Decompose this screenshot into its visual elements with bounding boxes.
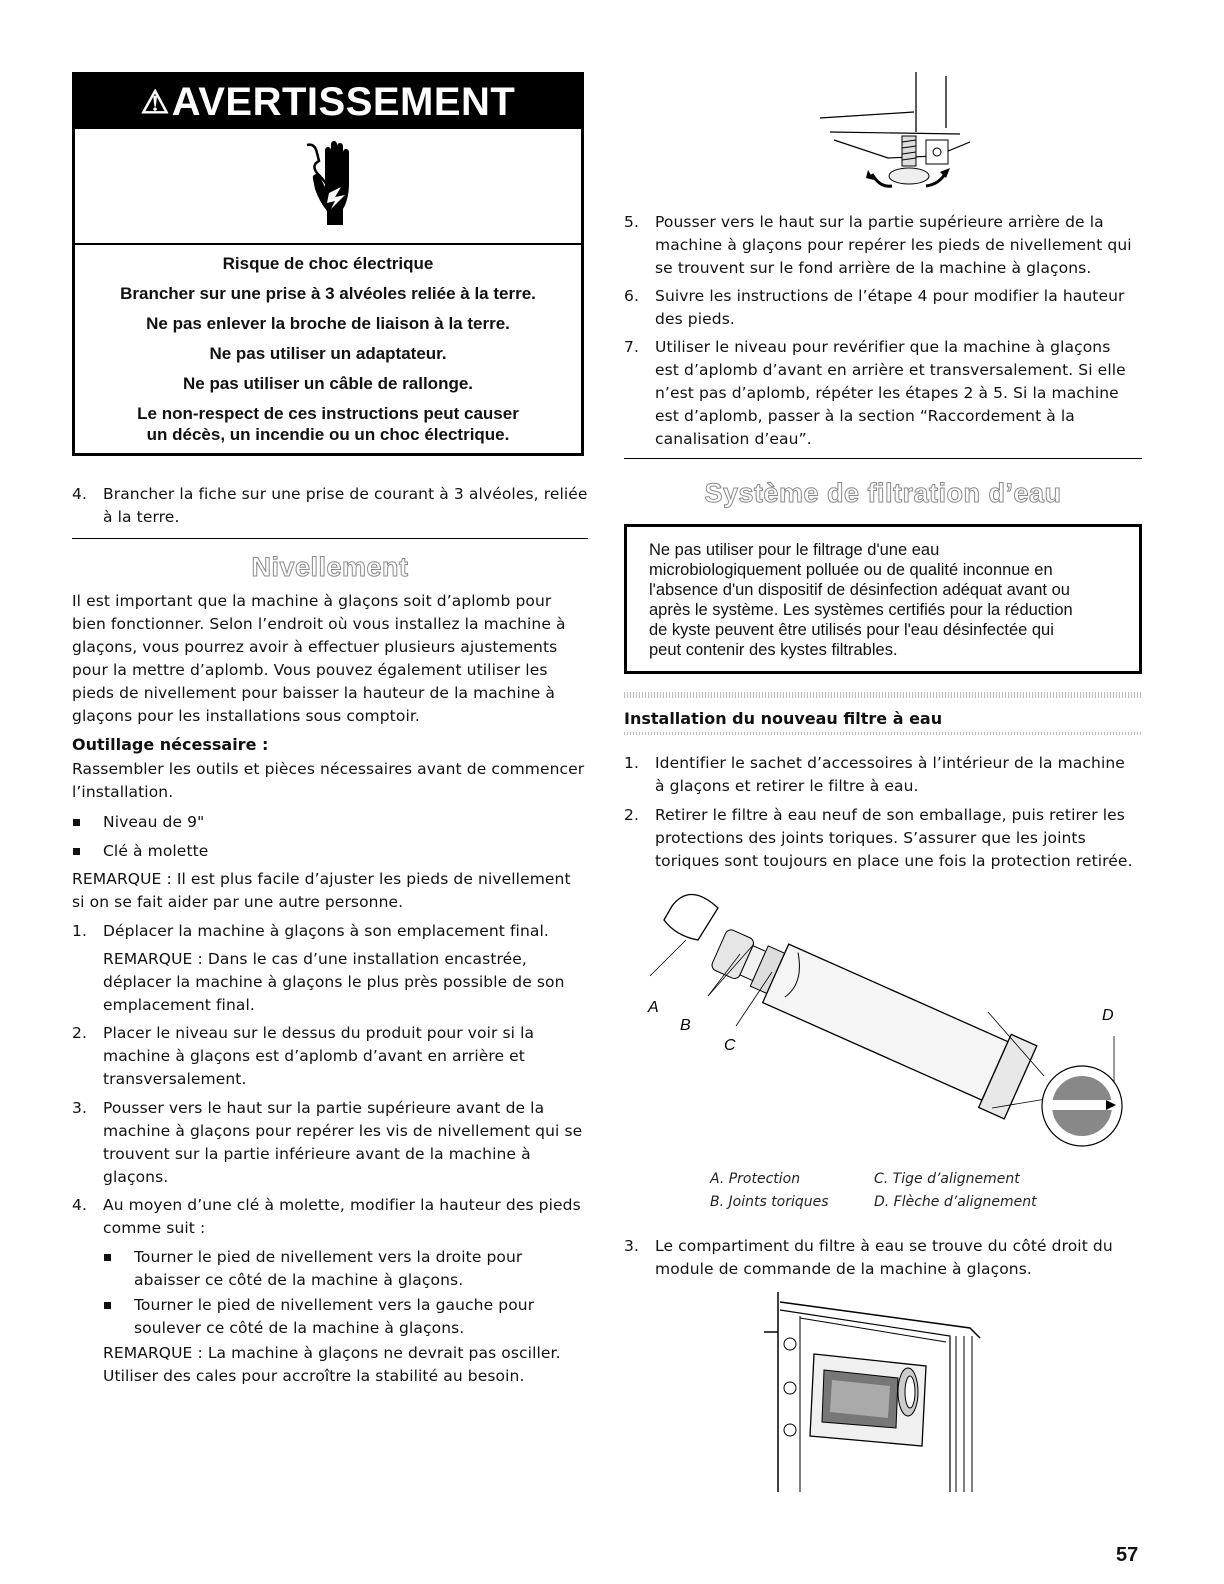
step-number: 7.	[624, 338, 639, 356]
text-line: Au moyen d’une clé à molette, modifier la hauteur des pieds	[103, 1196, 581, 1214]
section-divider	[624, 458, 1142, 459]
text-line: emplacement final.	[103, 996, 255, 1014]
warning-line: Ne pas utiliser un adaptateur.	[209, 344, 447, 363]
text-line: déplacer la machine à glaçons le plus près possible de son	[103, 973, 565, 991]
text-line: l’installation.	[72, 783, 174, 801]
text-line: transversalement.	[103, 1070, 247, 1088]
step-number: 4.	[72, 1196, 87, 1214]
label-b: B	[680, 1017, 691, 1034]
text-line: Pousser vers le haut sur la partie supérieure avant de la	[103, 1099, 545, 1117]
subsection-rule-bottom	[624, 732, 1142, 735]
text-line: est d’aplomb, passer à la section “Raccordement à la	[655, 407, 1075, 425]
warning-divider	[75, 243, 581, 245]
text-line: Tourner le pied de nivellement vers la droite pour	[134, 1248, 523, 1266]
warning-box	[72, 72, 584, 456]
install-heading: Installation du nouveau filtre à eau	[624, 709, 943, 728]
warning-line: Le non-respect de ces instructions peut causer	[137, 404, 519, 423]
text-line: Tourner le pied de nivellement vers la gauche pour	[134, 1296, 535, 1314]
warning-text	[75, 253, 581, 445]
step-number: 2.	[624, 806, 639, 824]
text-line: à la terre.	[103, 508, 180, 526]
water-filter-illustration	[636, 880, 1136, 1156]
text-line: pour la mettre d’aplomb. Vous pouvez également utiliser les	[72, 661, 548, 679]
text-line: à glaçons et retirer le filtre à eau.	[655, 777, 919, 795]
filter-compartment-illustration	[750, 1292, 1000, 1496]
text-line: Suivre les instructions de l’étape 4 pour modifier la hauteur	[655, 287, 1125, 305]
caption-b: B. Joints toriques	[710, 1194, 829, 1210]
warning-title: AVERTISSEMENT	[171, 80, 516, 124]
text-line: si on se fait aider par une autre personne.	[72, 893, 404, 911]
subsection-rule-top	[624, 692, 1142, 698]
step-number: 6.	[624, 287, 639, 305]
warning-triangle-icon: ⚠	[140, 84, 170, 120]
text-line: REMARQUE : La machine à glaçons ne devrait pas osciller.	[103, 1344, 561, 1362]
text-line: n’est pas d’aplomb, répéter les étapes 2 à 5. Si la machine	[655, 384, 1119, 402]
text-line: machine à glaçons est d’aplomb d’avant en arrière et	[103, 1047, 525, 1065]
text-line: module de commande de la machine à glaçons.	[655, 1260, 1032, 1278]
step-number: 1.	[624, 754, 639, 772]
text-line: abaisser ce côté de la machine à glaçons.	[134, 1271, 464, 1289]
text-line: est d’aplomb d’avant en arrière et transversalement. Si elle	[655, 361, 1126, 379]
note-line: après le système. Les systèmes certifiés pour la réduction	[649, 601, 1073, 619]
caption-a: A. Protection	[710, 1171, 801, 1187]
note-line: peut contenir des kystes filtrables.	[649, 641, 898, 659]
leveling-foot-illustration	[810, 72, 980, 200]
step-number: 2.	[72, 1024, 87, 1042]
warning-title-bar	[75, 75, 581, 129]
text-line: des pieds.	[655, 310, 735, 328]
text-line: machine à glaçons pour repérer les pieds de nivellement qui	[655, 236, 1132, 254]
section-divider	[72, 538, 588, 539]
caption-d: D. Flèche d’alignement	[874, 1194, 1037, 1210]
text-line: pieds de nivellement pour baisser la hauteur de la machine à	[72, 684, 556, 702]
step-number: 1.	[72, 922, 87, 940]
text-line: Brancher la fiche sur une prise de courant à 3 alvéoles, reliée	[103, 485, 588, 503]
label-c: C	[724, 1037, 736, 1054]
text-line: glaçons pour les installations sous comptoir.	[72, 707, 420, 725]
warning-line: Brancher sur une prise à 3 alvéoles reliée à la terre.	[120, 284, 536, 303]
text-line: Déplacer la machine à glaçons à son emplacement final.	[103, 922, 549, 940]
electric-shock-hand-icon	[303, 139, 363, 227]
note-line: Ne pas utiliser pour le filtrage d'une eau	[649, 541, 940, 559]
text-line: Le compartiment du filtre à eau se trouve du côté droit du	[655, 1237, 1113, 1255]
bullet-icon	[73, 848, 80, 855]
tools-intro	[72, 758, 592, 804]
text-line: Utiliser des cales pour accroître la stabilité au besoin.	[103, 1367, 525, 1385]
text-line: Identifier le sachet d’accessoires à l’intérieur de la machine	[655, 754, 1125, 772]
text-line: REMARQUE : Dans le cas d’une installation encastrée,	[103, 950, 527, 968]
text-line: Clé à molette	[103, 842, 209, 860]
text-line: canalisation d’eau”.	[655, 430, 812, 448]
page-number: 57	[1116, 1544, 1139, 1566]
nivellement-intro	[72, 590, 592, 728]
text-line: Placer le niveau sur le dessus du produit pour voir si la	[103, 1024, 535, 1042]
remark-helper	[72, 868, 592, 914]
label-d: D	[1102, 1007, 1114, 1024]
text-line: glaçons.	[103, 1168, 169, 1186]
step-number: 3.	[624, 1237, 639, 1255]
step-number: 3.	[72, 1099, 87, 1117]
text-line: Pousser vers le haut sur la partie supérieure arrière de la	[655, 213, 1104, 231]
label-a: A	[648, 999, 659, 1016]
text-line: comme suit :	[103, 1219, 206, 1237]
filtration-note-box	[624, 524, 1142, 674]
text-line: se trouvent sur le fond arrière de la machine à glaçons.	[655, 259, 1092, 277]
text-line: Niveau de 9"	[103, 813, 205, 831]
bullet-icon	[104, 1302, 111, 1309]
text-line: toriques sont toujours en place une fois la protection retirée.	[655, 852, 1133, 870]
warning-line: Risque de choc électrique	[222, 254, 434, 273]
text-line: Utiliser le niveau pour revérifier que la machine à glaçons	[655, 338, 1111, 356]
text-line: Il est important que la machine à glaçons soit d’aplomb pour	[72, 592, 552, 610]
text-line: REMARQUE : Il est plus facile d’ajuster les pieds de nivellement	[72, 870, 571, 888]
text-line: soulever ce côté de la machine à glaçons.	[134, 1319, 465, 1337]
text-line: machine à glaçons pour repérer les vis de nivellement qui se	[103, 1122, 583, 1140]
text-line: trouvent sur la partie inférieure avant de la machine à	[103, 1145, 531, 1163]
note-line: l'absence d'un dispositif de désinfection adéquat avant ou	[649, 581, 1070, 599]
warning-line: Ne pas utiliser un câble de rallonge.	[182, 374, 474, 393]
warning-line: un décès, un incendie ou un choc électrique.	[146, 425, 510, 444]
section-title-filtration: Système de filtration d’eau	[704, 478, 1062, 508]
text-line: Rassembler les outils et pièces nécessaires avant de commencer	[72, 760, 585, 778]
text-line: glaçons, vous pourrez avoir à effectuer plusieurs ajustements	[72, 638, 558, 656]
note-line: de kyste peuvent être utilisés pour l'eau désinfectée qui	[649, 621, 1054, 639]
bullet-icon	[73, 819, 80, 826]
step-number: 5.	[624, 213, 639, 231]
note-line: microbiologiquement polluée ou de qualité inconnue en	[649, 561, 1053, 579]
step-number: 4.	[72, 485, 87, 503]
section-title-nivellement: Nivellement	[251, 552, 409, 582]
warning-line: Ne pas enlever la broche de liaison à la terre.	[146, 314, 510, 333]
text-line: protections des joints toriques. S’assurer que les joints	[655, 829, 1086, 847]
text-line: Retirer le filtre à eau neuf de son emballage, puis retirer les	[655, 806, 1125, 824]
bullet-icon	[104, 1254, 111, 1261]
text-line: bien fonctionner. Selon l’endroit où vous installez la machine à	[72, 615, 566, 633]
caption-c: C. Tige d’alignement	[874, 1171, 1020, 1187]
tools-heading: Outillage nécessaire :	[72, 735, 269, 754]
